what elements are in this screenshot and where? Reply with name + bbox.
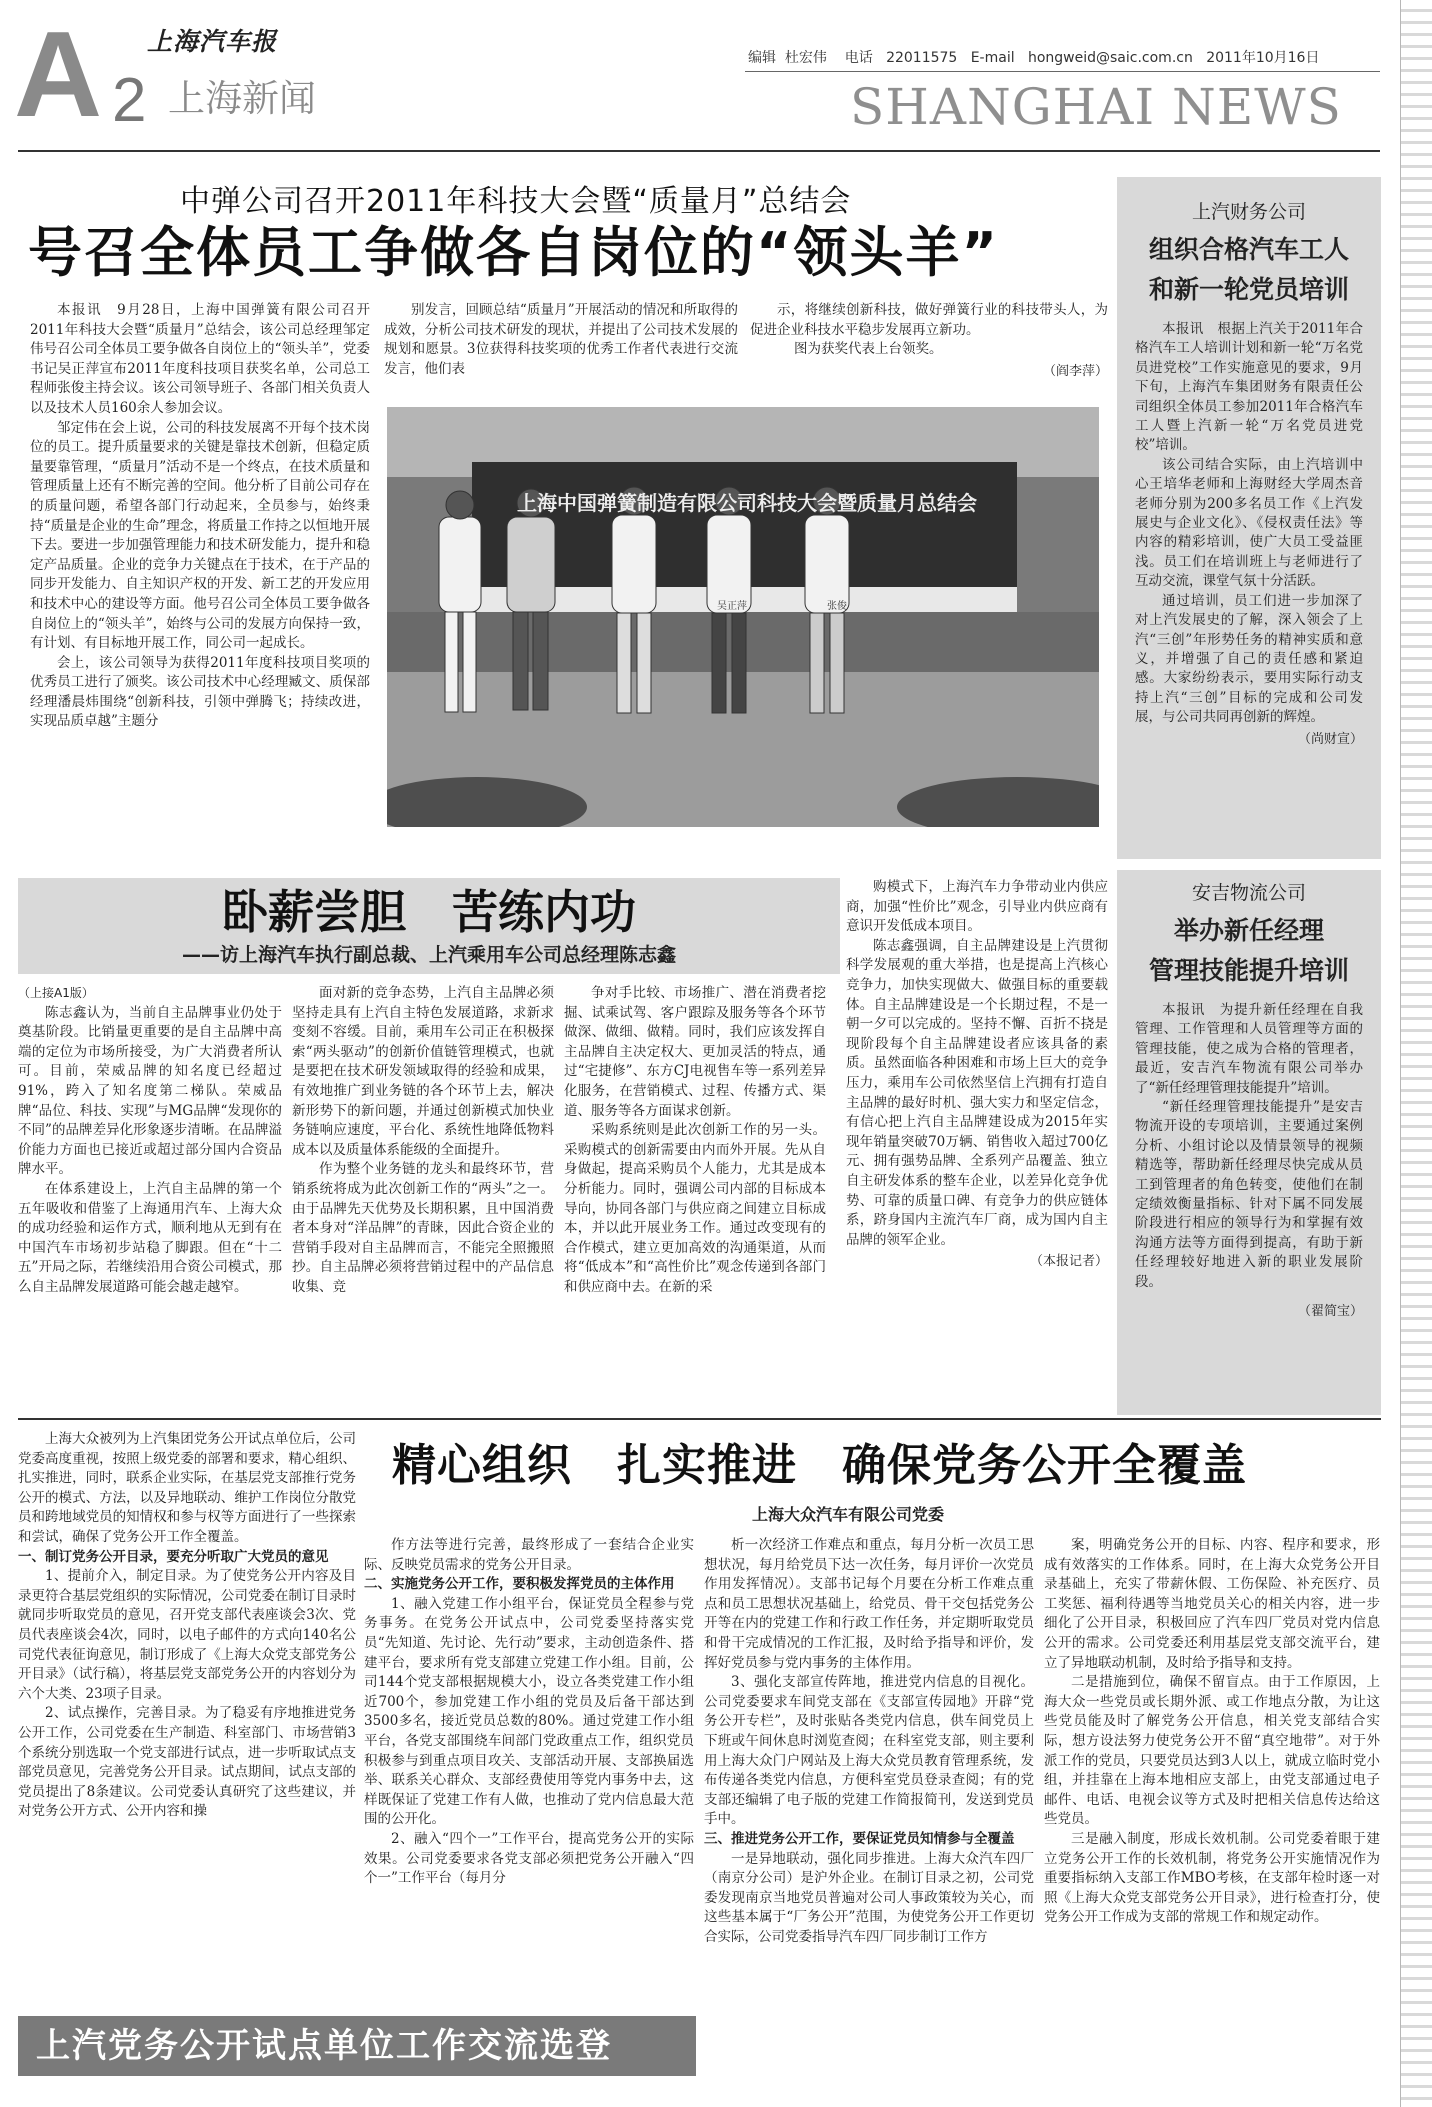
section-title-en: SHANGHAI NEWS <box>850 78 1342 136</box>
article3-para: 1、提前介入，制定目录。为了使党务公开内容及目录更符合基层党组织的实际情况，公司党委在制订目录时就同步听取党员的意见，召开党支部代表座谈会3次、党员代表座谈会4次，同时，以电子邮件的方式向140名公司党代表征询意见，制订形成了《上海大众党支部党务公开目录》（试行稿），将基层党支部党务公开的内容划分为六个大类、23项子目录。 <box>18 1568 356 1702</box>
name-tag: 张俊 <box>827 601 847 612</box>
article3-subhead: 三、推进党务公开工作，要保证党员知情参与全覆盖 <box>704 1830 1015 1847</box>
article3-para: 析一次经济工作难点和重点，每月分析一次员工思想状况，每月给党员下达一次任务，每月评价一次党员作用发挥情况）。支部书记每个月要在分析工作难点重点和员工思想状况基础上，给党员、骨干交包括党务公开等在内的党建工作和行政工作任务，并定期听取党员和骨干完成情况的工作汇报，及时给予指导和评价，发挥好党员参与党内事务的主体作用。 <box>704 1537 1034 1671</box>
page-number: 2 <box>112 66 147 135</box>
article2-col4 <box>846 878 1108 1410</box>
article3-headline: 精心组织 扎实推进 确保党务公开全覆盖 <box>392 1440 1247 1491</box>
article3-para: 二是措施到位，确保不留盲点。由于工作原因，上海大众一些党员或长期外派、或工作地点分散，为让这些党员能及时了解党务公开信息，相关党支部结合实际，想方设法努力使党务公开不留“真空地带”。对于外派工作的党员，只要党员达到3人以上，就成立临时党小组，并挂靠在上海本地相应支部上，由党支部通过电子邮件、电话、电视会议等方式及时把相关信息传达给这些党员。 <box>1044 1674 1380 1828</box>
section-divider <box>18 1418 1381 1420</box>
header-bottom-rule <box>18 150 1380 152</box>
sidebar2-headline-1: 举办新任经理 <box>1173 916 1324 945</box>
section-title-cn: 上海新闻 <box>168 77 316 120</box>
sidebar2-headline-2: 管理技能提升培训 <box>1148 956 1349 985</box>
article2-para: 陈志鑫认为，当前自主品牌事业仍处于奠基阶段。比销量更重要的是自主品牌中高端的定位为市场所接受，为广大消费者所认可。目前，荣威品牌的知名度已经超过91%，跨入了知名度第二梯队。荣威品牌“品位、科技、实现”与MG品牌“发现你的不同”的品牌差异化形象逐步清晰。在品牌溢价能力方面也已接近或超过部分国内合资品牌水平。 <box>18 1004 282 1178</box>
sidebar1-source: 上汽财务公司 <box>1191 201 1306 223</box>
issue-date: 2011年10月16日 <box>1206 50 1320 66</box>
article3-para: 一是异地联动，强化同步推进。上海大众汽车四厂（南京分公司）是沪外企业。在制订目录之初，公司党委发现南京当地党员普遍对公司人事政策较为关心，而这些基本属于“厂务公开”范围，为使党务公开工作更切合实际，公司党委指导汽车四厂同步制订工作方 <box>704 1850 1034 1945</box>
sidebar2-source: 安吉物流公司 <box>1191 882 1306 904</box>
sidebar2 <box>1117 870 1381 1415</box>
article2-para: 争对手比较、市场推广、潜在消费者挖掘、试乘试驾、客户跟踪及服务等各个环节做深、做细、做精。同时，我们应该发挥自主品牌自主决定权大、更加灵活的特点，通过“宅捷修”、东方CJ电视售车等一系列差异化服务，在营销模式、过程、传播方式、渠道、服务等各方面谋求创新。 <box>564 985 826 1119</box>
article1-kicker: 中弹公司召开2011年科技大会暨“质量月”总结会 <box>180 184 852 219</box>
sidebar2-para: 本报讯 为提升新任经理在自我管理、工作管理和人员管理等方面的管理技能，使之成为合格的管理者，最近，安吉汽车物流有限公司举办了“新任经理管理技能提升”培训。 <box>1135 1002 1363 1096</box>
article2-continued: （上接A1版） <box>18 986 94 1000</box>
article1-author: （阎李萍） <box>1042 363 1108 379</box>
sidebar2-author: （翟简宝） <box>1297 1304 1363 1320</box>
sidebar1-para: 本报讯 根据上汽关于2011年合格汽车工人培训计划和新一轮“万名党员进党校”工作实施意见的要求，9月下旬，上海汽车集团财务有限责任公司组织全体员工参加2011年合格汽车工人暨上汽新一轮“万名党员进党校”培训。 <box>1135 321 1363 454</box>
article2-para: 陈志鑫强调，自主品牌建设是上汽贯彻科学发展观的重大举措，也是提高上汽核心竞争力，加快实现做大、做强目标的重要载体。自主品牌建设是一个长期过程，不是一朝一夕可以完成的。坚持不懈、百折不挠是现阶段每个自主品牌建设者应该具备的素质。虽然面临各种困难和市场上巨大的竞争压力，乘用车公司依然坚信上汽拥有打造自主品牌的最好时机、强大实力和坚定信念，有信心把上汽自主品牌建设成为2015年实现年销量突破70万辆、销售收入超过700亿元、拥有强势品牌、全系列产品覆盖、独立自主研发体系的整车企业，以差异化竞争优势、可靠的质量口碑、有竞争力的供应链体系，跻身国内主流汽车厂商，成为国内自主品牌的领军企业。 <box>846 937 1108 1248</box>
article3-subhead: 二、实施党务公开工作，要积极发挥党员的主体作用 <box>364 1576 675 1593</box>
editor-name: 杜宏伟 <box>784 50 827 66</box>
article1-para: 别发言，回顾总结“质量月”开展活动的情况和所取得的成效，分析公司技术研发的现状，并提出了公司技术发展的规划和愿景。3位获得科技奖项的优秀工作者代表进行交流发言，他们表 <box>384 302 738 377</box>
sidebar1-body <box>1135 320 1363 749</box>
award-photo <box>387 407 1099 827</box>
article3-para: 案，明确党务公开的目标、内容、程序和要求，形成有效落实的工作体系。同时，在上海大众党务公开目录基础上，充实了带薪休假、工伤保险、补充医疗、员工奖惩、福利待遇等当地党员关心的相关内容，进一步细化了公开目录，积极回应了汽车四厂党员对党内信息公开的需求。公司党委还利用基层党支部交流平台，建立了异地联动机制，及时给予指导和支持。 <box>1044 1537 1380 1671</box>
article3-col4 <box>1044 1536 1380 2091</box>
paper-logo: 上海汽车报 <box>147 27 278 56</box>
article1-para: 示，将继续创新科技，做好弹簧行业的科技带头人，为促进企业科技水平稳步发展再立新功。 <box>750 302 1108 338</box>
article2-col1 <box>18 984 282 1404</box>
sidebar1-para: 通过培训，员工们进一步加深了对上汽发展史的了解，深入领会了上汽“三创”年形势任务的精神实质和意义，并增强了自己的责任感和紧迫感。大家纷纷表示，要用实际行动支持上汽“三创”目标的完成和公司发展，与公司共同再创新的辉煌。 <box>1135 592 1363 726</box>
article3-col1 <box>18 1430 356 2045</box>
editor-label: 编辑 <box>748 50 776 66</box>
phone-number: 22011575 <box>886 50 958 66</box>
photo-scene <box>387 407 1099 827</box>
article2-para: 购模式下，上海汽车力争带动业内供应商，加强“性价比”观念，引导业内供应商有意识开发低成本项目。 <box>846 879 1108 935</box>
article1-col3 <box>750 301 1108 396</box>
sidebar1-headline-2: 和新一轮党员培训 <box>1148 275 1349 304</box>
article1-para: 邹定伟在会上说，公司的科技发展离不开每个技术岗位的员工。提升质量要求的关键是靠技术创新，但稳定质量要靠管理，“质量月”活动不是一个终点，在技术质量和管理质量上还有不断完善的空间。他分析了目前公司存在的质量问题，希望各部门行动起来，全员参与，始终秉持“质量是企业的生命”理念，将质量工作持之以恒地开展下去。要进一步加强管理能力和技术研发能力，提升和稳定产品质量。企业的竞争力关键点在于技术，在于产品的同步开发能力、自主知识产权的开发、新工艺的开发应用和技术中心的建设等方面。他号召公司全体员工要争做各自岗位上的“领头羊”，始终与公司的发展方向保持一致，有计划、有目标地开展工作，同公司一起成长。 <box>30 419 370 652</box>
photo-caption: 图为获奖代表上台领奖。 <box>794 341 943 358</box>
article1-col2 <box>384 301 738 396</box>
article2-para: 在体系建设上，上汽自主品牌的第一个五年吸收和借鉴了上海通用汽车、上海大众的成功经验和运作方式，顺利地从无到有在中国汽车市场初步站稳了脚跟。但在“十二五”开局之际，若继续沿用合资公司模式，那么自主品牌发展道路可能会越走越窄。 <box>18 1180 282 1295</box>
adjacent-page-edge <box>1400 0 1432 2107</box>
article2-headline: 卧薪尝胆 苦练内功 <box>222 885 636 939</box>
article3-byline: 上海大众汽车有限公司党委 <box>752 1505 945 1524</box>
article3-col2 <box>364 1536 694 2010</box>
article3-para: 2、融入“四个一”工作平台，提高党务公开的实际效果。公司党委要求各党支部必须把党务公开融入“四个一”工作平台（每月分 <box>364 1830 694 1887</box>
sidebar2-para: “新任经理管理技能提升”是安吉物流开设的专项培训，主要通过案例分析、小组讨论以及情景领导的视频精选等，帮助新任经理尽快完成从员工到管理者的角色转变，使他们在制定绩效衡量指标、针对下属不同发展阶段进行相应的领导行为和掌握有效沟通方法等方面得到提高，有助于新任经理较好地进入新的职业发展阶段。 <box>1135 1099 1363 1290</box>
article3-para: 三是融入制度，形成长效机制。公司党委着眼于建立党务公开工作的长效机制，将党务公开实施情况作为重要指标纳入支部工作MBO考核，在支部年检时逐一对照《上海大众党支部党务公开目录》，进行检查打分，使党务公开工作成为支部的常规工作和规定动作。 <box>1044 1830 1380 1926</box>
sidebar1-headline-1: 组织合格汽车工人 <box>1148 235 1349 264</box>
article2-col3 <box>564 984 826 1404</box>
article2-para: 面对新的竞争态势，上汽自主品牌必须坚持走具有上汽自主特色发展道路，求新求变刻不容缓。目前，乘用车公司正在积极探索“两头驱动”的创新价值链管理模式，也就是要把在技术研发领域取得的经验和成果，有效地推广到业务链的各个环节上去，解决新形势下的新问题，并通过创新模式加快业务链响应速度，平台化、系统性地降低物料成本以及质量体系能级的全面提升。 <box>292 985 554 1158</box>
sidebar1 <box>1117 177 1381 859</box>
page-letter: A <box>14 6 103 142</box>
article2-author: （本报记者） <box>1029 1254 1108 1270</box>
article1-para: 本报讯 9月28日，上海中国弹簧有限公司召开2011年科技大会暨“质量月”总结会，该公司总经理邹定伟号召公司全体员工要争做各自岗位上的“领头羊”，党委书记吴正萍宣布2011年度科技项目获奖名单，公司总工程师张俊主持会议。该公司领导班子、各部门相关负责人以及技术人员160余人参加会议。 <box>30 302 370 416</box>
sidebar1-author: （尚财宣） <box>1297 731 1363 747</box>
article1-headline: 号召全体员工争做各自岗位的“领头羊” <box>28 221 999 284</box>
article2-subhead: ——访上海汽车执行副总裁、上汽乘用车公司总经理陈志鑫 <box>181 944 676 966</box>
email-address: hongweid@saic.com.cn <box>1027 50 1193 66</box>
photo-banner-text: 上海中国弹簧制造有限公司科技大会暨质量月总结会 <box>517 491 977 515</box>
name-tag: 吴正萍 <box>717 601 747 612</box>
phone-label: 电话 <box>844 50 873 66</box>
article2-col2 <box>292 984 554 1404</box>
article1-col1 <box>30 301 370 826</box>
header-meta <box>748 47 1319 67</box>
email-label: E-mail <box>970 50 1015 66</box>
article3-para: 2、试点操作，完善目录。为了稳妥有序地推进党务公开工作，公司党委在生产制造、科室部门、市场营销3个系统分别选取一个党支部进行试点，进一步听取试点支部党员意见，完善党务公开目录。试点期间，试点支部的党员提出了8条建议。公司党委认真研究了这些建议，并对党务公开方式、公开内容和操 <box>18 1705 356 1820</box>
article3-para: 上海大众被列为上汽集团党务公开试点单位后，公司党委高度重视，按照上级党委的部署和要求，精心组织、扎实推进，同时，联系企业实际，在基层党支部推行党务公开的模式、方法，以及异地联动、维护工作岗位分散党员和跨地域党员的知情权和参与权等方面进行了一些探索和尝试，确保了党务公开工作全覆盖。 <box>18 1431 356 1545</box>
article2-para: 作为整个业务链的龙头和最终环节，营销系统将成为此次创新工作的“两头”之一。由于品牌先天优势及长期积累，且中国消费者本身对“洋品牌”的青睐，因此合资企业的营销手段对自主品牌而言，不能完全照搬照抄。自主品牌必须将营销过程中的产品信息收集、竞 <box>292 1161 554 1295</box>
article3-para: 3、强化支部宣传阵地，推进党内信息的目视化。公司党委要求车间党支部在《支部宣传园地》开辟“党务公开专栏”，及时张贴各类党内信息，供车间党员上下班或午间休息时浏览查阅；在科室党支部，则主要利用上海大众门户网站及上海大众党员教育管理系统，发布传递各类党内信息，方便科室党员登录查阅；有的党支部还编辑了电子版的党建工作简报简刊，发送到党员手中。 <box>704 1674 1034 1828</box>
sidebar2-body <box>1135 1001 1363 1322</box>
bottom-banner-text: 上汽党务公开试点单位工作交流选登 <box>36 2026 612 2066</box>
article3-para: 作方法等进行完善，最终形成了一套结合企业实际、反映党员需求的党务公开目录。 <box>364 1537 694 1573</box>
article2-header-box <box>18 878 840 974</box>
article3-subhead: 一、制订党务公开目录，要充分听取广大党员的意见 <box>18 1548 329 1565</box>
article3-col3 <box>704 1536 1034 2091</box>
sidebar1-para: 该公司结合实际，由上汽培训中心王培华老师和上海财经大学周杰音老师分别为200多名员工作《上汽发展史与企业文化》、《侵权责任法》等内容的精彩培训，使广大员工受益匪浅。员工们在培训班上与老师进行了互动交流，课堂气氛十分活跃。 <box>1135 456 1363 590</box>
bottom-banner <box>18 2016 696 2076</box>
article1-para: 会上，该公司领导为获得2011年度科技项目奖项的优秀员工进行了颁奖。该公司技术中心经理臧文、质保部经理潘晨炜围绕“创新科技，引领中弹腾飞；持续改进，实现品质卓越”主题分 <box>30 654 370 730</box>
article3-para: 1、融入党建工作小组平台，保证党员全程参与党务事务。在党务公开试点中，公司党委坚持落实党员“先知道、先讨论、先行动”要求，主动创造条件、搭建平台，要求所有党支部建立党建工作小组。目前，公司144个党支部根据规模大小，设立各类党建工作小组近700个，参加党建工作小组的党员及后备干部达到3500多名，接近党员总数的80%。通过党建工作小组平台，各党支部围绕车间部门党政重点工作，组织党员积极参与到重点项目攻关、支部活动开展、支部换届选举、联系关心群众、支部经费使用等党内事务中去，这样既保证了党建工作有人做，也推动了党内信息最大范围的公开化。 <box>364 1595 694 1828</box>
article2-para: 采购系统则是此次创新工作的另一头。采购模式的创新需要由内而外开展。先从自身做起，提高采购员个人能力，尤其是成本分析能力。同时，强调公司内部的目标成本导向，协同各部门与供应商之间建立目标成本，并以此开展业务工作。通过改变现有的合作模式，建立更加高效的沟通渠道，从而将“低成本”和“高性价比”观念传递到各部门和供应商中去。在新的采 <box>564 1122 826 1295</box>
header-rule <box>745 71 1380 72</box>
